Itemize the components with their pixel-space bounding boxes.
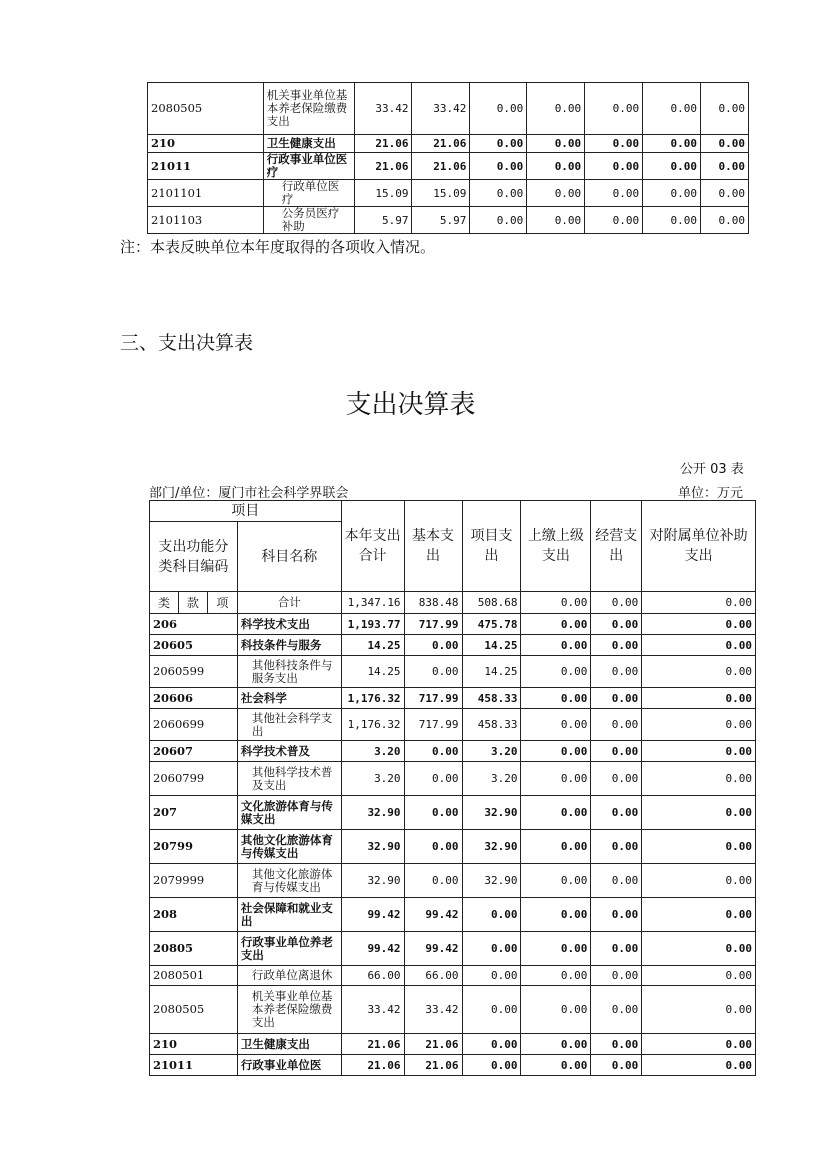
table-row	[150, 656, 756, 688]
row-value: 0.00	[643, 153, 701, 180]
table-row	[150, 709, 756, 741]
total-value: 0.00	[591, 592, 642, 614]
row-value: 0.00	[521, 656, 591, 688]
row-code: 2080505	[148, 83, 264, 135]
header-name-label: 科目名称	[237, 522, 341, 592]
row-value: 0.00	[591, 688, 642, 709]
row-name: 社会保障和就业支出	[237, 898, 341, 932]
row-value: 0.00	[462, 966, 521, 986]
header-kuan: 款	[178, 592, 207, 614]
unit-label: 单位：万元	[678, 486, 744, 501]
total-value: 1,347.16	[341, 592, 404, 614]
row-code: 21011	[148, 153, 264, 180]
section-heading: 三、支出决算表	[120, 332, 254, 354]
total-value: 838.48	[404, 592, 462, 614]
row-value: 0.00	[521, 932, 591, 966]
row-value: 0.00	[643, 207, 701, 234]
row-value: 0.00	[642, 796, 756, 830]
row-name: 其他文化旅游体育与传媒支出	[237, 864, 341, 898]
header-basic-expense: 基本支出	[404, 501, 462, 592]
row-name: 社会科学	[237, 688, 341, 709]
row-value: 0.00	[527, 153, 585, 180]
row-name: 科学技术支出	[237, 614, 341, 635]
header-remit-expense: 上缴上级支出	[521, 501, 591, 592]
row-value: 0.00	[591, 1055, 642, 1076]
row-name: 机关事业单位基本养老保险缴费支出	[263, 83, 354, 135]
row-value: 21.06	[354, 135, 412, 153]
row-value: 0.00	[591, 796, 642, 830]
row-value: 0.00	[591, 986, 642, 1034]
row-value: 0.00	[591, 898, 642, 932]
row-value: 0.00	[470, 153, 527, 180]
row-value: 0.00	[701, 135, 749, 153]
row-value: 0.00	[642, 688, 756, 709]
row-value: 21.06	[354, 153, 412, 180]
row-value: 0.00	[643, 135, 701, 153]
row-value: 0.00	[521, 688, 591, 709]
row-value: 0.00	[404, 635, 462, 656]
row-value: 33.42	[404, 986, 462, 1034]
row-code: 207	[150, 796, 238, 830]
header-project: 项目	[150, 501, 342, 522]
row-name: 科技条件与服务	[237, 635, 341, 656]
row-name: 其他科学技术普及支出	[237, 762, 341, 796]
row-value: 0.00	[643, 180, 701, 207]
row-value: 99.42	[404, 898, 462, 932]
row-value: 0.00	[701, 153, 749, 180]
row-value: 5.97	[354, 207, 412, 234]
row-name: 卫生健康支出	[263, 135, 354, 153]
row-code: 2060799	[150, 762, 238, 796]
row-code: 2101103	[148, 207, 264, 234]
row-value: 0.00	[521, 830, 591, 864]
row-value: 0.00	[521, 762, 591, 796]
row-value: 0.00	[591, 709, 642, 741]
table-row	[150, 932, 756, 966]
row-name: 机关事业单位基本养老保险缴费支出	[237, 986, 341, 1034]
expenditure-table	[149, 500, 756, 1076]
row-value: 0.00	[585, 180, 643, 207]
table-row	[148, 180, 749, 207]
table-row	[150, 614, 756, 635]
total-value: 0.00	[642, 592, 756, 614]
header-lei: 类	[150, 592, 179, 614]
row-value: 0.00	[470, 180, 527, 207]
table-row	[150, 1055, 756, 1076]
row-name: 行政事业单位医疗	[263, 153, 354, 180]
row-value: 0.00	[642, 614, 756, 635]
row-code: 20805	[150, 932, 238, 966]
row-value: 0.00	[470, 207, 527, 234]
header-business-expense: 经营支出	[591, 501, 642, 592]
total-label: 合计	[237, 592, 341, 614]
row-value: 3.20	[341, 762, 404, 796]
table-row	[150, 741, 756, 762]
row-value: 32.90	[341, 864, 404, 898]
row-value: 0.00	[642, 864, 756, 898]
document-title: 支出决算表	[345, 390, 476, 420]
row-value: 0.00	[404, 762, 462, 796]
row-value: 0.00	[404, 864, 462, 898]
row-value: 0.00	[462, 1034, 521, 1055]
row-value: 0.00	[591, 1034, 642, 1055]
row-value: 0.00	[527, 83, 585, 135]
row-value: 1,176.32	[341, 688, 404, 709]
row-code: 20605	[150, 635, 238, 656]
row-value: 33.42	[412, 83, 470, 135]
row-value: 0.00	[642, 830, 756, 864]
row-value: 99.42	[404, 932, 462, 966]
row-value: 0.00	[591, 762, 642, 796]
table-row	[150, 898, 756, 932]
table-row	[148, 135, 749, 153]
row-value: 32.90	[462, 864, 521, 898]
table-row	[150, 688, 756, 709]
row-code: 2060699	[150, 709, 238, 741]
row-value: 0.00	[521, 864, 591, 898]
row-value: 0.00	[591, 656, 642, 688]
row-value: 0.00	[642, 1034, 756, 1055]
header-project-expense: 项目支出	[462, 501, 521, 592]
row-value: 15.09	[412, 180, 470, 207]
row-value: 14.25	[462, 635, 521, 656]
row-value: 1,176.32	[341, 709, 404, 741]
row-value: 717.99	[404, 709, 462, 741]
table-row	[150, 635, 756, 656]
row-code: 2101101	[148, 180, 264, 207]
row-value: 475.78	[462, 614, 521, 635]
row-value: 21.06	[412, 135, 470, 153]
table-row	[150, 796, 756, 830]
row-value: 0.00	[642, 741, 756, 762]
row-value: 0.00	[642, 1055, 756, 1076]
row-value: 0.00	[521, 898, 591, 932]
row-value: 0.00	[642, 762, 756, 796]
row-value: 0.00	[470, 135, 527, 153]
row-value: 5.97	[412, 207, 470, 234]
row-value: 33.42	[354, 83, 412, 135]
row-value: 717.99	[404, 688, 462, 709]
row-value: 3.20	[462, 762, 521, 796]
row-value: 14.25	[462, 656, 521, 688]
income-table-continuation	[147, 82, 749, 234]
row-value: 0.00	[591, 830, 642, 864]
row-value: 0.00	[585, 207, 643, 234]
row-code: 20607	[150, 741, 238, 762]
row-name: 其他科技条件与服务支出	[237, 656, 341, 688]
row-name: 行政单位离退休	[237, 966, 341, 986]
row-value: 0.00	[521, 614, 591, 635]
row-value: 3.20	[341, 741, 404, 762]
row-value: 66.00	[341, 966, 404, 986]
row-value: 0.00	[521, 635, 591, 656]
row-value: 21.06	[341, 1055, 404, 1076]
row-value: 0.00	[404, 796, 462, 830]
row-name: 其他社会科学支出	[237, 709, 341, 741]
row-value: 717.99	[404, 614, 462, 635]
row-value: 0.00	[462, 986, 521, 1034]
row-value: 0.00	[521, 741, 591, 762]
row-value: 0.00	[585, 135, 643, 153]
row-value: 21.06	[404, 1055, 462, 1076]
row-code: 21011	[150, 1055, 238, 1076]
row-name: 行政单位医疗	[263, 180, 354, 207]
row-value: 0.00	[591, 864, 642, 898]
row-value: 458.33	[462, 688, 521, 709]
row-value: 0.00	[591, 614, 642, 635]
header-code-label: 支出功能分类科目编码	[150, 522, 238, 592]
expenditure-table-body	[150, 501, 756, 1076]
row-code: 206	[150, 614, 238, 635]
row-code: 208	[150, 898, 238, 932]
row-value: 0.00	[404, 656, 462, 688]
table-row	[150, 986, 756, 1034]
table-row	[150, 864, 756, 898]
row-value: 0.00	[521, 986, 591, 1034]
row-value: 0.00	[527, 135, 585, 153]
row-value: 32.90	[341, 830, 404, 864]
row-value: 15.09	[354, 180, 412, 207]
row-value: 0.00	[585, 83, 643, 135]
header-total-expense: 本年支出合计	[341, 501, 404, 592]
header-subsidiary-expense: 对附属单位补助支出	[642, 501, 756, 592]
row-value: 0.00	[521, 796, 591, 830]
row-value: 0.00	[591, 966, 642, 986]
row-name: 科学技术普及	[237, 741, 341, 762]
row-code: 20799	[150, 830, 238, 864]
row-value: 32.90	[462, 796, 521, 830]
row-value: 0.00	[521, 709, 591, 741]
row-value: 0.00	[527, 207, 585, 234]
row-value: 0.00	[585, 153, 643, 180]
row-name: 行政事业单位养老支出	[237, 932, 341, 966]
row-value: 0.00	[642, 898, 756, 932]
row-value: 0.00	[404, 741, 462, 762]
table-row	[148, 207, 749, 234]
table-row	[148, 83, 749, 135]
table-row	[150, 1034, 756, 1055]
row-value: 0.00	[642, 656, 756, 688]
row-value: 0.00	[642, 966, 756, 986]
total-value: 0.00	[521, 592, 591, 614]
row-value: 0.00	[470, 83, 527, 135]
row-value: 0.00	[642, 709, 756, 741]
row-value: 0.00	[642, 932, 756, 966]
table-row	[148, 153, 749, 180]
row-value: 0.00	[591, 741, 642, 762]
row-value: 458.33	[462, 709, 521, 741]
row-code: 2080501	[150, 966, 238, 986]
row-value: 0.00	[701, 180, 749, 207]
row-name: 行政事业单位医	[237, 1055, 341, 1076]
row-value: 21.06	[404, 1034, 462, 1055]
row-value: 0.00	[591, 932, 642, 966]
table-note: 注：本表反映单位本年度取得的各项收入情况。	[120, 238, 436, 256]
table-row	[150, 830, 756, 864]
row-value: 0.00	[462, 898, 521, 932]
row-code: 20606	[150, 688, 238, 709]
row-value: 21.06	[412, 153, 470, 180]
income-table-body	[148, 83, 749, 234]
row-value: 0.00	[642, 986, 756, 1034]
row-value: 0.00	[521, 1055, 591, 1076]
row-value: 0.00	[642, 635, 756, 656]
row-value: 0.00	[521, 966, 591, 986]
total-value: 508.68	[462, 592, 521, 614]
row-value: 0.00	[643, 83, 701, 135]
row-value: 0.00	[521, 1034, 591, 1055]
row-code: 2079999	[150, 864, 238, 898]
table-row	[150, 762, 756, 796]
header-xiang: 项	[207, 592, 237, 614]
row-name: 公务员医疗补助	[263, 207, 354, 234]
row-value: 1,193.77	[341, 614, 404, 635]
row-value: 0.00	[591, 635, 642, 656]
row-value: 32.90	[341, 796, 404, 830]
table-row	[150, 966, 756, 986]
row-value: 99.42	[341, 898, 404, 932]
row-value: 99.42	[341, 932, 404, 966]
row-value: 0.00	[462, 1055, 521, 1076]
row-code: 210	[150, 1034, 238, 1055]
row-name: 卫生健康支出	[237, 1034, 341, 1055]
row-value: 0.00	[701, 83, 749, 135]
row-value: 0.00	[701, 207, 749, 234]
department-label: 部门/单位：厦门市社会科学界联会	[149, 486, 349, 501]
row-code: 2080505	[150, 986, 238, 1034]
row-value: 33.42	[341, 986, 404, 1034]
row-value: 3.20	[462, 741, 521, 762]
row-value: 21.06	[341, 1034, 404, 1055]
row-value: 0.00	[527, 180, 585, 207]
row-value: 32.90	[462, 830, 521, 864]
row-name: 文化旅游体育与传媒支出	[237, 796, 341, 830]
row-value: 14.25	[341, 656, 404, 688]
row-name: 其他文化旅游体育与传媒支出	[237, 830, 341, 864]
table-id: 公开 03 表	[680, 462, 744, 477]
row-code: 210	[148, 135, 264, 153]
row-value: 0.00	[462, 932, 521, 966]
row-code: 2060599	[150, 656, 238, 688]
row-value: 66.00	[404, 966, 462, 986]
row-value: 14.25	[341, 635, 404, 656]
row-value: 0.00	[404, 830, 462, 864]
